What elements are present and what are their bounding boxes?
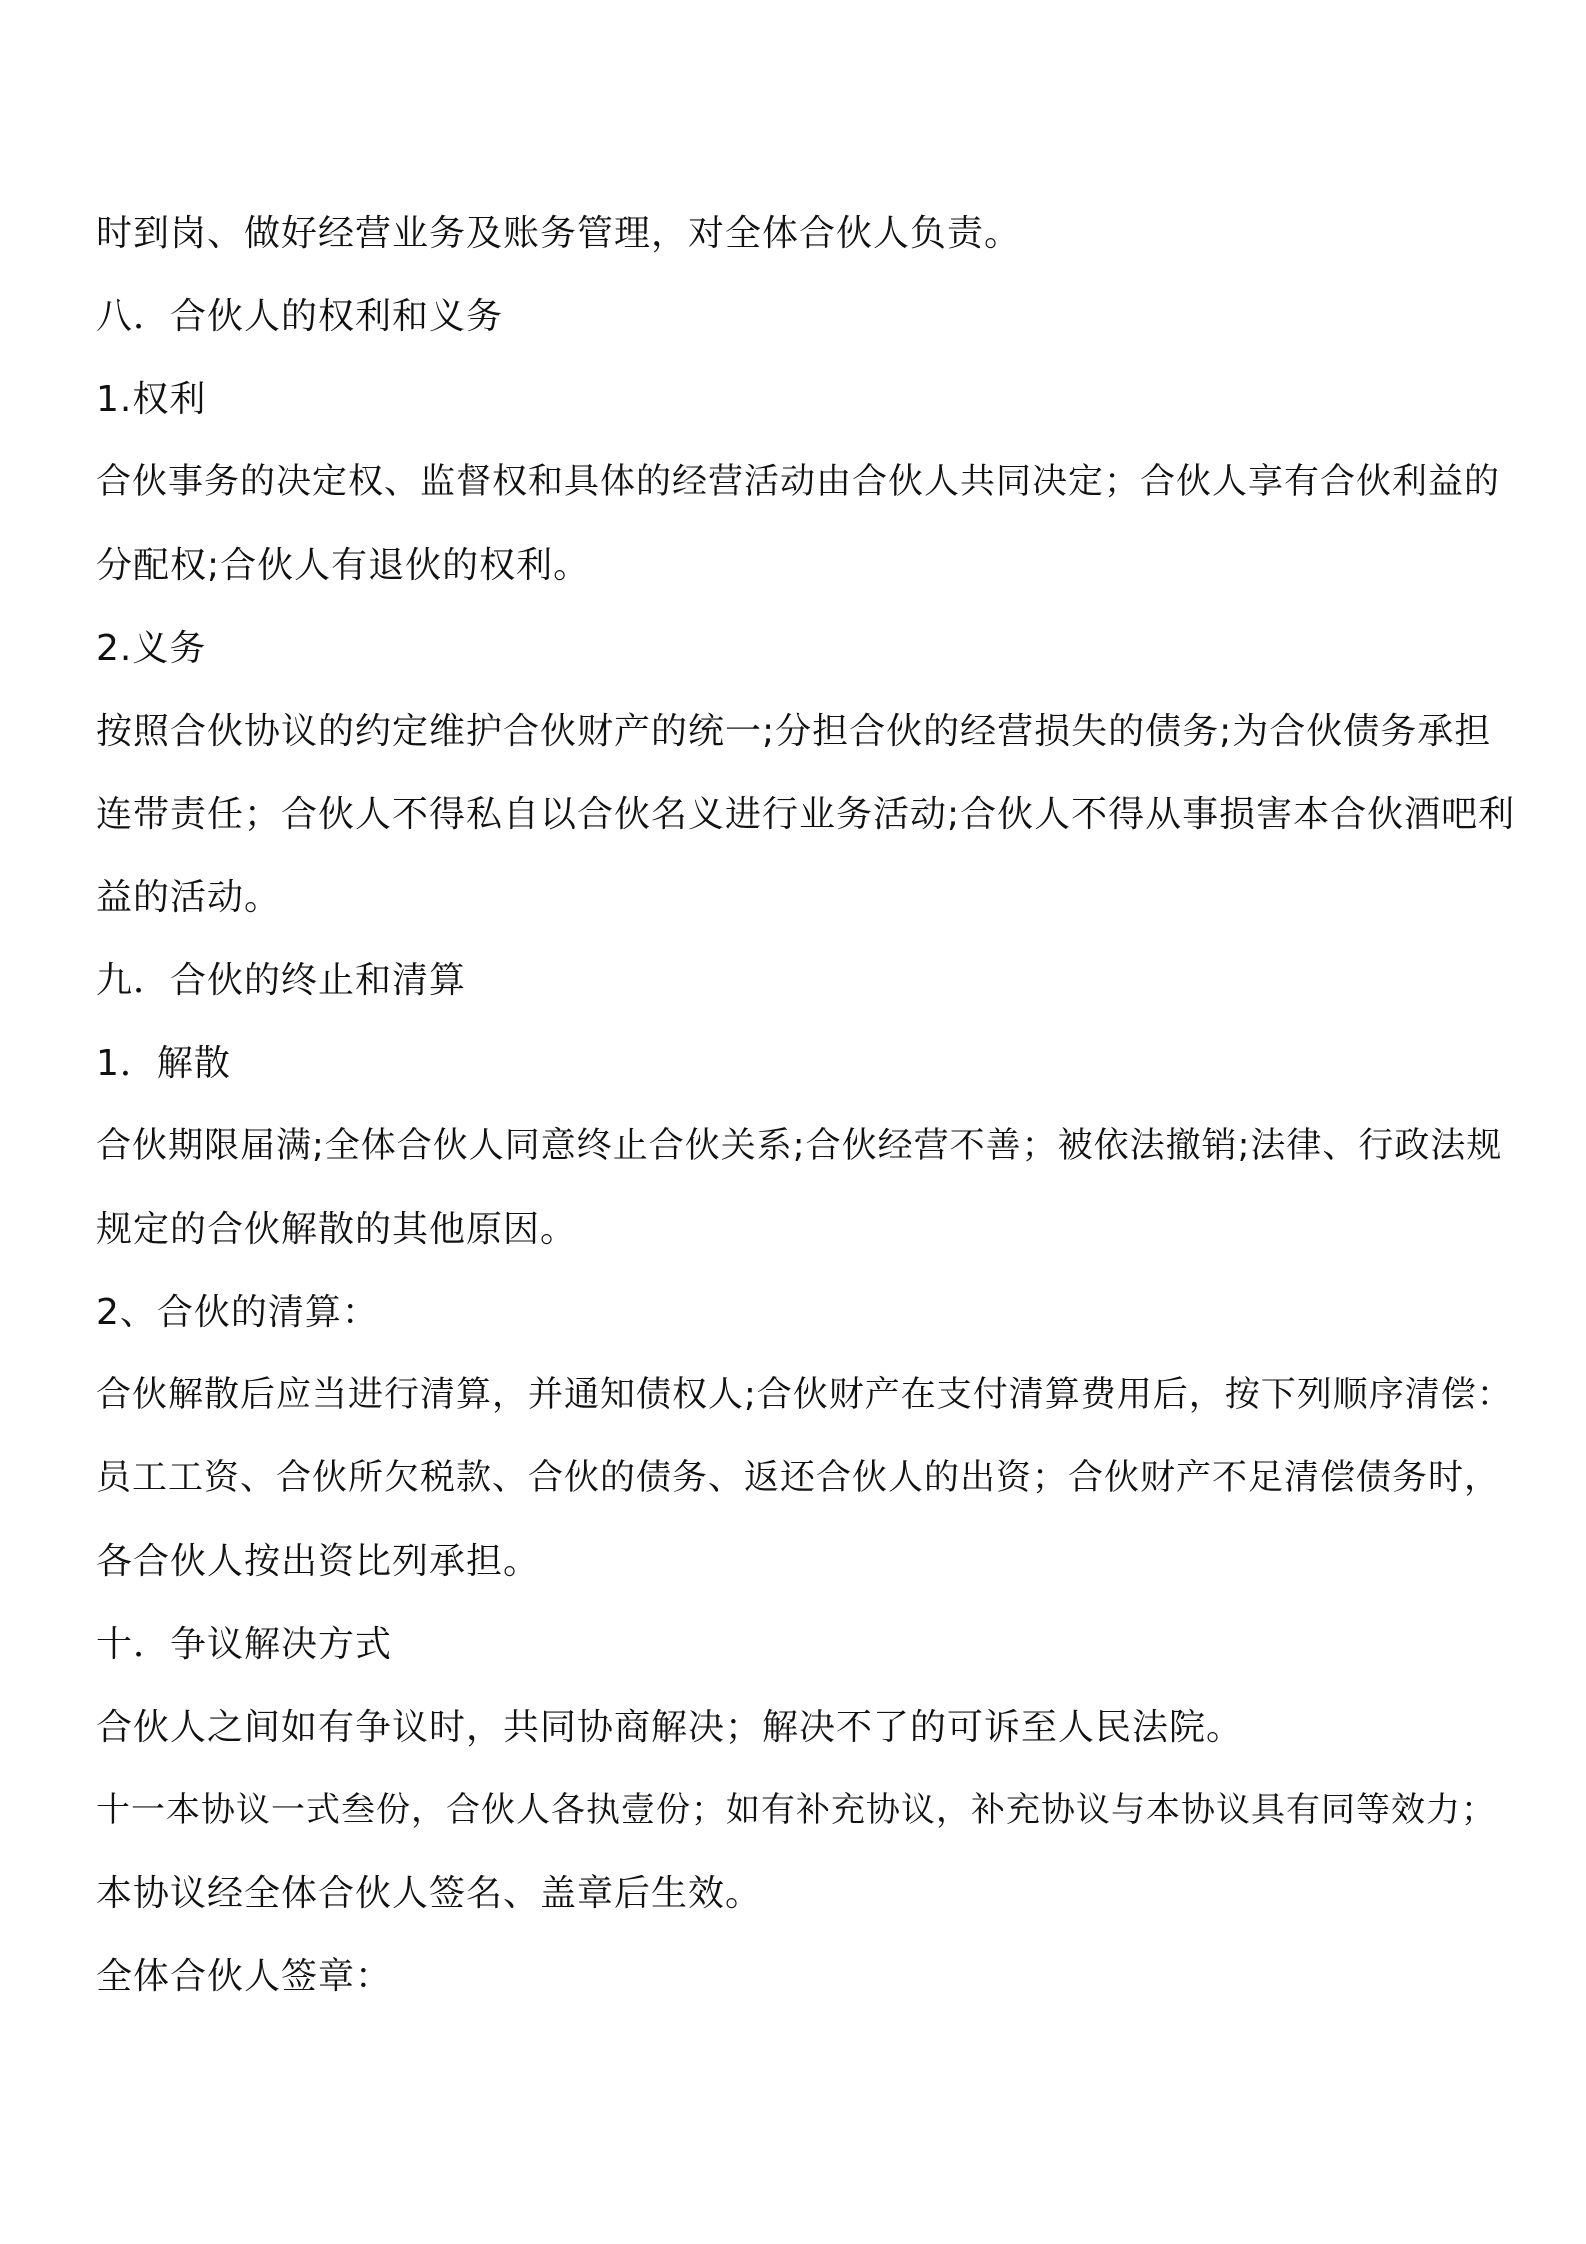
text-line: 合伙人之间如有争议时，共同协商解决；解决不了的可诉至人民法院。 [96,1707,1244,1748]
text-line: 益的活动。 [96,877,282,918]
subheading-liquidation: 2、合伙的清算： [96,1292,379,1333]
subheading-obligations: 2.义务 [96,628,207,669]
section-heading-9: 九．合伙的终止和清算 [96,960,467,1001]
text-line: 合伙事务的决定权、监督权和具体的经营活动由合伙人共同决定；合伙人享有合伙利益的 [96,462,1501,502]
text-line: 分配权;合伙人有退伙的权利。 [96,545,591,586]
text-line: 本协议经全体合伙人签名、盖章后生效。 [96,1873,763,1914]
text-line: 合伙期限届满;全体合伙人同意终止合伙关系;合伙经营不善；被依法撤销;法律、行政法规 [96,1126,1503,1166]
text-line: 员工工资、合伙所欠税款、合伙的债务、返还合伙人的出资；合伙财产不足清偿债务时， [96,1458,1501,1498]
text-line: 规定的合伙解散的其他原因。 [96,1209,578,1250]
signature-label: 全体合伙人签章： [96,1956,393,1997]
document-body [96,192,1526,2018]
subheading-rights: 1.权利 [96,379,207,420]
text-line: 合伙解散后应当进行清算，并通知债权人;合伙财产在支付清算费用后，按下列顺序清偿： [96,1375,1513,1415]
text-line: 时到岗、做好经营业务及账务管理，对全体合伙人负责。 [96,213,1022,254]
section-heading-11: 十一本协议一式叁份，合伙人各执壹份；如有补充协议，补充协议与本协议具有同等效力； [96,1790,1496,1830]
subheading-dissolution: 1．解散 [96,1043,231,1084]
section-heading-8: 八．合伙人的权利和义务 [96,296,504,337]
section-heading-10: 十．争议解决方式 [96,1624,393,1665]
text-line: 按照合伙协议的约定维护合伙财产的统一;分担合伙的经营损失的债务;为合伙债务承担 [96,711,1492,752]
text-line: 各合伙人按出资比列承担。 [96,1541,541,1582]
text-line: 连带责任；合伙人不得私自以合伙名义进行业务活动;合伙人不得从事损害本合伙酒吧利 [96,794,1516,835]
